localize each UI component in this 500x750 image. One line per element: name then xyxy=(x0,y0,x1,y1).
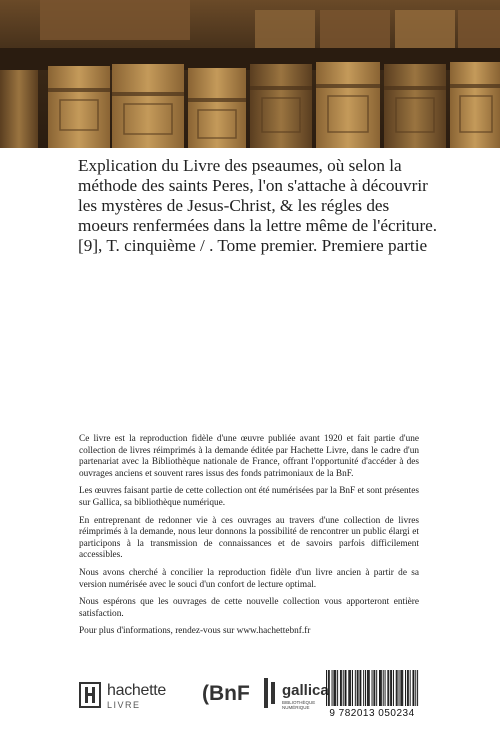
paragraph: Les œuvres faisant partie de cette collection ont été numérisées par la BnF et sont présentes sur Gallica, sa bibliothèque numérique. xyxy=(79,486,419,508)
livre-wordmark: LIVRE xyxy=(107,700,141,710)
hachette-icon xyxy=(79,682,101,708)
book-title: Explication du Livre des pseaumes, où selon la méthode des saints Peres, l'on s'attache à découvrir les mystères de Jesus-Christ, & les régles des moeurs renfermées dans la lettre même de l'écriture. [9], T. cinquième / . Tome premier. Premiere partie xyxy=(78,156,438,255)
body-text xyxy=(79,434,419,644)
gallica-wordmark: gallica xyxy=(282,682,329,699)
paragraph: En entreprenant de redonner vie à ces ouvrages au travers d'une collection de livres réimprimés à la demande, nous leur donnons la possibilité de rencontrer un public élargi et participons à la transmission de connaissances et de savoirs parfois difficilement accessibles. xyxy=(79,515,419,561)
paragraph: Nous avons cherché à concilier la reproduction fidèle d'un livre ancien à partir de sa version numérisée avec le souci d'un confort de lecture optimal. xyxy=(79,567,419,590)
isbn-digits: 9 782013 050234 xyxy=(329,708,415,719)
footer-logos xyxy=(79,668,424,720)
hachette-wordmark: hachette xyxy=(107,682,166,699)
gallica-icon xyxy=(262,676,278,710)
paragraph: Ce livre est la reproduction fidèle d'une œuvre publiée avant 1920 et fait partie d'une collection de livres réimprimés à la demande éditée par Hachette Livre, dans le cadre d'un partenariat avec la Bibliothèque nationale de France, offrant l'opportunité d'accéder à des ouvrages anciens et souvent rares issus des fonds patrimoniaux de la BnF. xyxy=(79,434,419,479)
paragraph: Nous espérons que les ouvrages de cette nouvelle collection vous apporteront entière satisfaction. xyxy=(79,597,419,619)
paragraph: Pour plus d'informations, rendez-vous sur www.hachettebnf.fr xyxy=(79,626,311,637)
gallica-subtitle: BIBLIOTHÈQUE NUMÉRIQUE xyxy=(282,700,316,710)
isbn-barcode xyxy=(320,668,424,720)
gallica-logo xyxy=(262,676,329,716)
bnf-wordmark: BnF xyxy=(209,682,250,705)
hachette-livre-logo xyxy=(79,680,189,714)
bnf-bracket-icon: ( xyxy=(202,682,209,705)
bnf-logo xyxy=(202,682,250,706)
cover-photo-books xyxy=(0,0,500,148)
barcode-bars-icon xyxy=(320,668,424,708)
